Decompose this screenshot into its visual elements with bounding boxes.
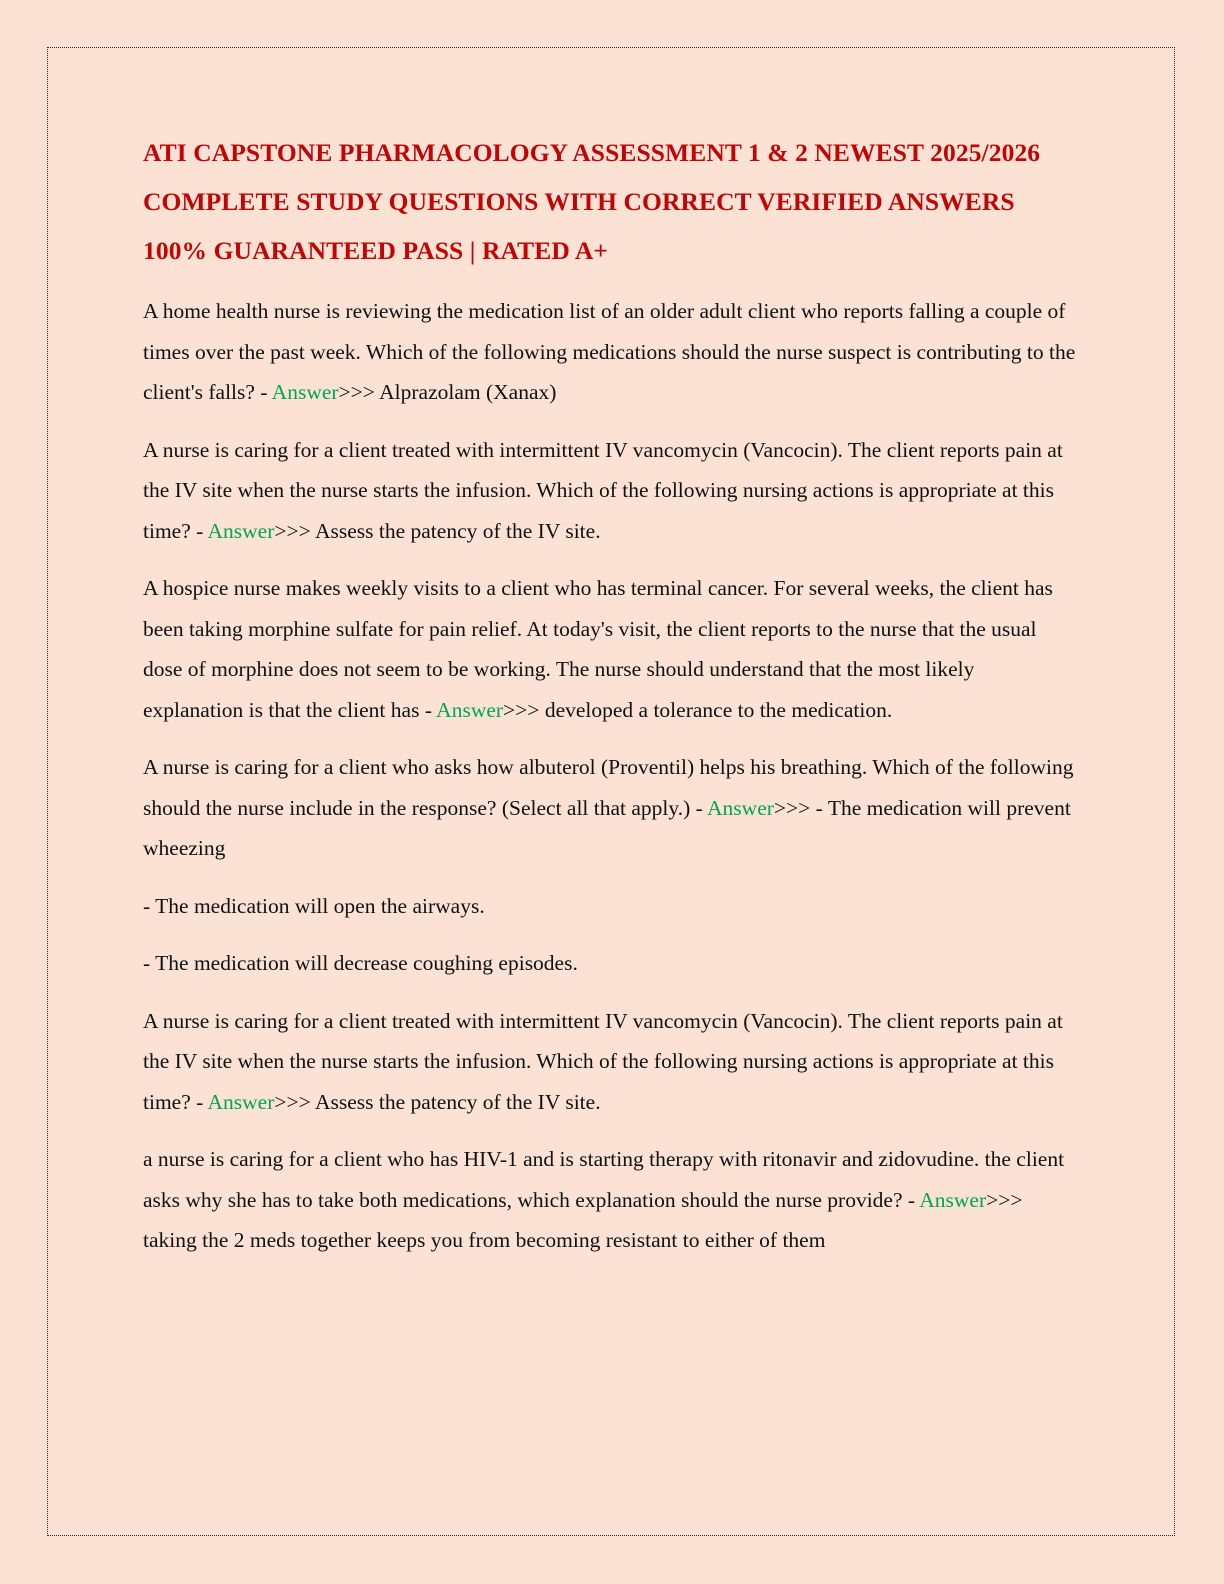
question-text-5: A nurse is caring for a client treated with intermittent IV vancomycin (Vancocin). The client reports pain at the IV site when the nurse starts the infusion. Which of the following nursing actions is appropriate at this time? <box>143 1008 1063 1114</box>
answer-arrows-5: >>> <box>274 1089 311 1114</box>
answer-arrows-1: >>> <box>338 380 375 404</box>
qa-block-2 <box>143 430 1078 552</box>
answer-text-6: taking the 2 meds together keeps you from becoming resistant to either of them <box>143 1228 826 1252</box>
question-text-1: A home health nurse is reviewing the medication list of an older adult client who reports falling a couple of times over the past week. Which of the following medications should the nurse suspect is contributing to the client's falls? <box>143 299 1076 404</box>
answer-label-1: Answer <box>271 380 339 404</box>
qa-block-6 <box>143 1139 1078 1261</box>
answer-bullet-1: - The medication will open the airways. <box>143 893 485 918</box>
question-text-4: A nurse is caring for a client who asks how albuterol (Proventil) helps his breathing. Which of the following should the nurse include in the response? (Select all that apply.) <box>143 755 1074 820</box>
answer-label-5: Answer <box>207 1089 275 1114</box>
answer-label-4: Answer <box>707 795 774 820</box>
answer-bullet-2: - The medication will decrease coughing episodes. <box>143 951 578 975</box>
qa-block-5 <box>143 1001 1078 1123</box>
answer-separator-6: - <box>902 1187 920 1212</box>
document-content <box>143 128 1078 1261</box>
qa-block-1 <box>143 291 1078 413</box>
answer-arrows-4: >>> <box>773 795 811 820</box>
question-text-2: A nurse is caring for a client treated with intermittent IV vancomycin (Vancocin). The client reports pain at the IV site when the nurse starts the infusion. Which of the following nursing actions is appropriate at this time? <box>143 437 1063 543</box>
qa-block-4 <box>143 747 1078 869</box>
answer-arrows-3: >>> <box>503 697 540 722</box>
answer-text-1: Alprazolam (Xanax) <box>374 380 557 404</box>
answer-arrows-6: >>> <box>986 1187 1023 1212</box>
answer-label-3: Answer <box>436 697 504 722</box>
answer-separator-4: - <box>690 795 708 820</box>
answer-arrows-2: >>> <box>274 518 311 543</box>
question-text-6: a nurse is caring for a client who has HIV-1 and is starting therapy with ritonavir and zidovudine. the client asks why she has to take both medications, which explanation should the nurse provide? <box>143 1147 1065 1212</box>
answer-separator-3: - <box>419 697 437 722</box>
page-title: ATI CAPSTONE PHARMACOLOGY ASSESSMENT 1 & 2 NEWEST 2025/2026 COMPLETE STUDY QUESTIONS WITH CORRECT VERIFIED ANSWERS 100% GUARANTEED PASS | RATED A+ <box>143 138 1041 265</box>
answer-separator-1: - <box>254 380 272 404</box>
answer-separator-2: - <box>190 518 208 543</box>
question-text-3: A hospice nurse makes weekly visits to a client who has terminal cancer. For several weeks, the client has been taking morphine sulfate for pain relief. At today's visit, the client reports to the nurse that the usual dose of morphine does not seem to be working. The nurse should understand that the most likely explanation is that the client has <box>143 576 1053 722</box>
answer-text-4: - The medication will prevent wheezing <box>143 795 1071 860</box>
qa-block-3 <box>143 568 1078 730</box>
answer-text-2: Assess the patency of the IV site. <box>310 518 601 543</box>
answer-text-3: developed a tolerance to the medication. <box>539 697 893 722</box>
answer-text-5: Assess the patency of the IV site. <box>310 1089 601 1114</box>
answer-label-2: Answer <box>207 518 275 543</box>
answer-label-6: Answer <box>919 1187 987 1212</box>
answer-separator-5: - <box>190 1089 208 1114</box>
